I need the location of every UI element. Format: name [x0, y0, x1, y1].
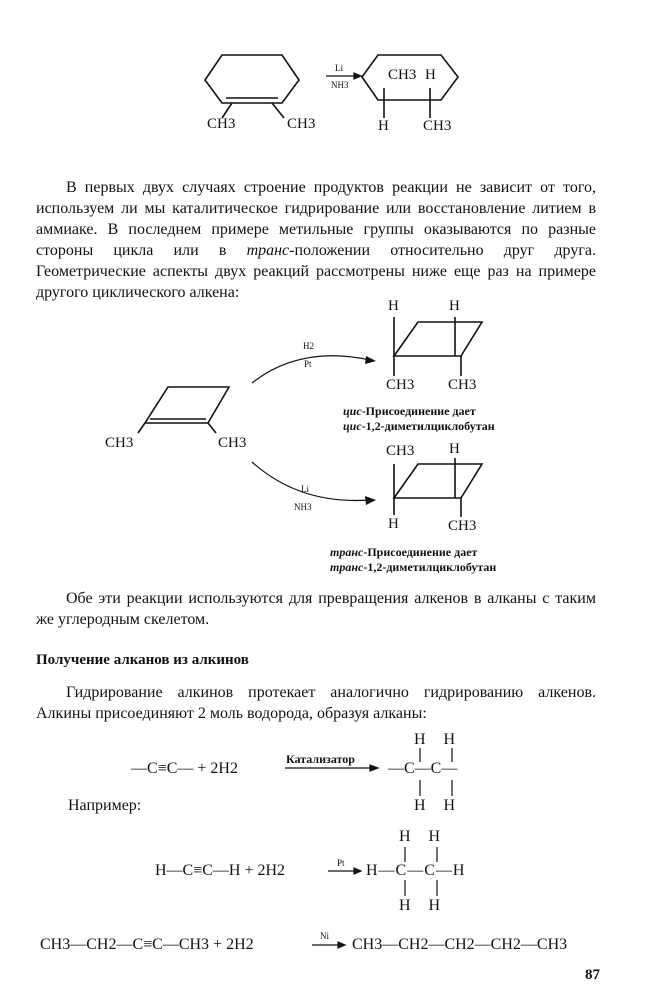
general-equation-left: —C≡C— + 2H2 — [131, 760, 238, 777]
curved-arrow-lower-head — [365, 496, 376, 505]
reaction-arrow-1 — [326, 73, 361, 79]
cyclobutene-methyl-left: CH3 — [105, 435, 134, 451]
cis-product-ring — [394, 317, 482, 376]
cis-caption-1-em: цис — [343, 404, 362, 418]
example1-catalyst: Pt — [337, 858, 345, 868]
trans-product-ring — [394, 458, 482, 517]
cyclohexane-product-ring — [362, 55, 458, 118]
example1-h-top: H H — [399, 828, 441, 845]
trans-caption-2-em: транс — [330, 560, 364, 574]
example2-product: CH3—CH2—CH2—CH2—CH3 — [352, 936, 568, 953]
example-label: Например: — [68, 797, 142, 814]
general-product-center: —C—C— — [388, 760, 458, 777]
example2-catalyst: Ni — [320, 931, 329, 941]
product-top-left-label: CH3 — [388, 67, 417, 83]
lower-reagent-nh3: NH3 — [294, 502, 312, 512]
product-bottom-right-label: CH3 — [423, 118, 452, 134]
general-product-h-top: H H — [414, 731, 456, 748]
upper-reagent-h2: H2 — [303, 341, 314, 351]
cyclobutene-ring — [138, 387, 229, 433]
general-product-h-bottom: H H — [414, 797, 456, 814]
paragraph-1 — [36, 177, 596, 303]
trans-caption-1-em: транс — [330, 545, 364, 559]
cis-h-right: H — [449, 298, 460, 314]
lower-reagent-li: Li — [301, 484, 309, 494]
cis-ch3-left: CH3 — [386, 377, 415, 393]
cis-caption-2-rest: -1,2-диметилциклобутан — [361, 419, 495, 433]
cyclobutene-methyl-right: CH3 — [218, 435, 247, 451]
trans-caption-1-rest: -Присоединение дает — [363, 545, 478, 559]
trans-ch3-top-left: CH3 — [386, 443, 415, 459]
ni-arrow — [312, 942, 345, 948]
paragraph-3: Гидрирование алкинов протекает аналогично гидрированию алкенов. Алкины присоединяют 2 моль водорода, образуя алканы: — [36, 684, 596, 722]
trans-caption-line-2 — [330, 560, 496, 575]
cyclohexene-ring — [205, 55, 299, 118]
reagent-nh3-label: NH3 — [331, 80, 349, 90]
reactant-methyl-left: CH3 — [207, 116, 236, 132]
paragraph-1-text-a: В первых двух случаях строение продуктов реакции не зависит от того, используем ли мы каталитическое гидрирование или восстановление литием в аммиаке. В последнем примере метильные группы оказываются по разные стороны цикла или в — [36, 179, 596, 259]
cis-caption-1-rest: -Присоединение дает — [361, 404, 476, 418]
cis-caption-line-2 — [343, 419, 495, 434]
cis-caption-line-1 — [343, 404, 476, 419]
paragraph-1-text-b: -положении относительно друг друга. Геометрические аспекты двух реакций рассмотрены ниже еще раз на примере другого циклического алкена: — [36, 242, 597, 301]
reactant-methyl-right: CH3 — [287, 116, 316, 132]
trans-caption-2-rest: -1,2-диметилциклобутан — [363, 560, 497, 574]
trans-ch3-bottom-right: CH3 — [448, 518, 477, 534]
product-top-right-label: H — [425, 67, 436, 83]
paragraph-2: Обе эти реакции используются для превращения алкенов в алканы с таким же углеродным скелетом. — [36, 590, 596, 628]
product-bottom-left-label: H — [378, 118, 389, 134]
pt-arrow — [328, 868, 361, 874]
curved-arrow-upper-head — [365, 356, 376, 364]
trans-h-bottom-left: H — [388, 516, 399, 532]
upper-reagent-pt: Pt — [304, 359, 312, 369]
example1-h-bottom: H H — [399, 897, 441, 914]
example1-left: H—C≡C—H + 2H2 — [155, 862, 286, 879]
cis-ch3-right: CH3 — [448, 377, 477, 393]
cis-h-left: H — [388, 298, 399, 314]
trans-caption-line-1 — [330, 545, 477, 560]
curved-arrow-lower — [252, 462, 370, 501]
example2-left: CH3—CH2—C≡C—CH3 + 2H2 — [40, 936, 254, 953]
example1-product: H—C—C—H — [366, 862, 466, 879]
cis-caption-2-em: цис — [343, 419, 362, 433]
paragraph-1-em: транс — [246, 242, 290, 259]
trans-h-top-right: H — [449, 441, 460, 457]
reagent-li-label: Li — [335, 63, 343, 73]
catalyst-label: Катализатор — [286, 752, 355, 766]
section-heading: Получение алканов из алкинов — [36, 652, 249, 668]
page-number: 87 — [585, 967, 600, 983]
